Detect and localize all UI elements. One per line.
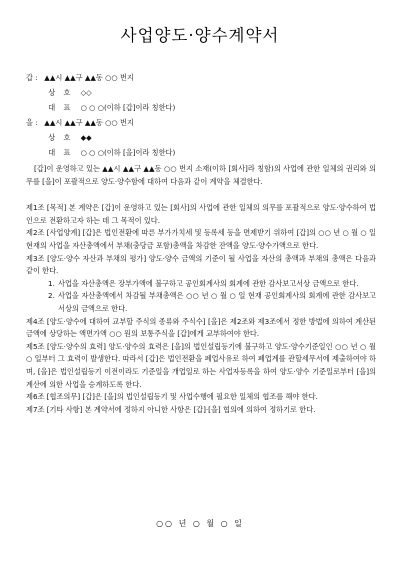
intro-paragraph: [갑]이 운영하고 있는 ▲▲시 ▲▲구 ▲▲동 ○○ 번지 소재(이하 [회사]라 칭함)의 사업에 관한 일체의 권리와 의무를 [을]이 포괄적으로 양도·양수함에 대하여 다음과 같이 계약을 체결한다. (26, 164, 376, 186)
article-3-item: 1. 사업을 자산총액은 장부가액에 불구하고 공인회계사의 회계에 관한 감사보고서상 금액으로 한다. (48, 278, 359, 288)
party-a-address-row (26, 70, 175, 85)
party-a-rep-label: 대 표 (48, 103, 74, 112)
article-3-item: 2. 사업을 자산총액에서 차감될 부채총액은 ○○ 년 ○ 월 ○ 일 현재 공인회계사의 회계에 관한 감사보고서상의 금액으로 한다. (48, 291, 376, 313)
contract-date: ○○ 년 ○ 월 ○ 일 (156, 519, 244, 528)
party-a-rep-value: ○ ○ ○(이하 [갑]이라 칭한다) (80, 103, 176, 112)
article-1: 제1조 [목적] 본 계약은 [갑]이 운영하고 있는 [회사]의 사업에 관한 일체의 의무를 포괄적으로 양도·양수하여 법인으로 전환하고자 하는 데 그 목적이 있다. (26, 203, 376, 225)
party-b-name-value: ◆◆ (80, 133, 92, 142)
party-b-address: ▲▲시 ▲▲구 ▲▲동 ○○ 번지 (44, 118, 134, 127)
party-a-name-label: 상 호 (48, 88, 74, 97)
article-2: 제2조 [사업양계] [갑]은 법인전환에 따른 부가가치세 및 등록세 등을 면제받기 위하여 [갑]의 ○○ 년 ○ 월 ○ 일 현재의 사업을 자산총액에서 부채(충당금 포함)총액을 차감한 잔액을 양도·양수가액으로 한다. (26, 228, 376, 250)
article-5: 제5조 [양도·양수의 효력] 양도·양수의 효력은 [을]의 법인설립등기에 불구하고 양도·양수기준일인 ○○ 년 ○ 월 ○ 일부터 그 효력이 발생한다. 따라서 [갑]은 법인전환을 폐업사유로 하여 폐업계를 관할세무서에 제출하여야 하며, [을]은 법인설립등기 이전이라도 기준일을 개업일로 하는 사업자등록을 하여 양도·양수 기준일로부터 [을]의 계산에 의한 사업을 승계하도록 한다. (26, 341, 376, 389)
article-7: 제7조 [기타 사항] 본 계약서에 정하지 아니한 사항은 [갑]·[을] 협의에 의하여 정하기로 한다. (26, 404, 316, 414)
party-a-address: ▲▲시 ▲▲구 ▲▲동 ○○ 번지 (44, 73, 134, 82)
party-a-role: 갑 : (26, 73, 38, 82)
article-6: 제6조 [협조의무] [갑]은 [을]의 법인설립등기 및 사업수행에 필요한 일체의 협조를 해야 한다. (26, 392, 318, 402)
party-b-rep-value: ○ ○ ○(이하 [을]이라 칭한다) (80, 148, 176, 157)
article-4: 제4조 [양도·양수에 대하여 교부할 주식의 종류와 주식수] [을]은 제2조와 제3조에서 정한 방법에 의하여 계산된 금액에 상당하는 액면가액 ○○ 원의 보통주식을 [갑]에게 교부하여야 한다. (26, 316, 376, 339)
party-b-rep-label: 대 표 (48, 148, 74, 157)
party-a-block (26, 70, 175, 160)
party-b-name-label: 상 호 (48, 133, 74, 142)
party-b-rep-row (26, 145, 175, 160)
party-a-name-value: ◇◇ (80, 88, 92, 97)
party-a-name-row (26, 85, 175, 100)
party-b-name-row (26, 130, 175, 145)
document-title: 사업양도·양수계약서 (120, 26, 280, 45)
contract-body (26, 163, 376, 416)
party-b-address-row (26, 115, 175, 130)
party-a-rep-row (26, 100, 175, 115)
article-3: 제3조 [양도·양수 자산과 부채의 평가] 양도·양수 금액의 기준이 될 사업을 자산의 총액과 부채의 총액은 다음과 같이 한다. (26, 253, 376, 276)
party-b-role: 을 : (26, 118, 38, 127)
